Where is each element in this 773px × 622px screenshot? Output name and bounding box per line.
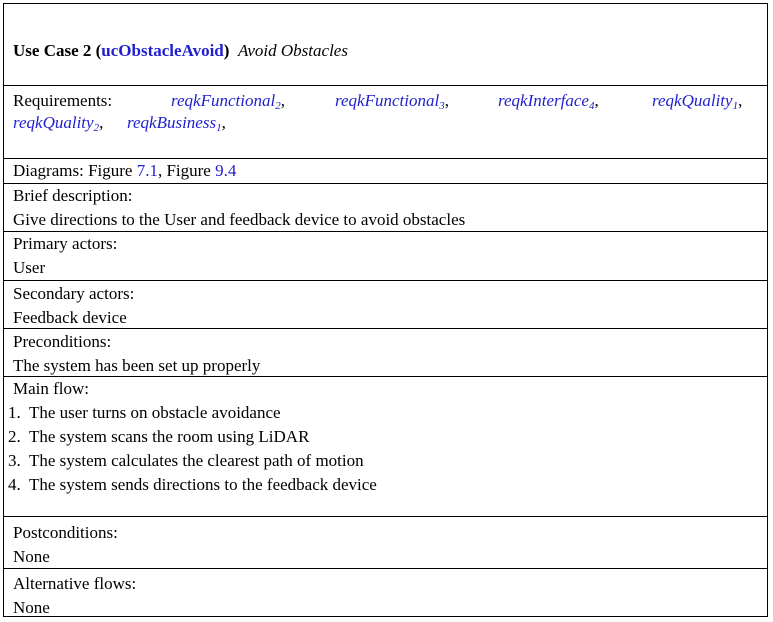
main-flow-step: 1. The user turns on obstacle avoidance (8, 403, 281, 422)
secondary-text: Feedback device (13, 308, 127, 327)
main-flow-row (4, 377, 767, 517)
postconditions-text: None (13, 547, 50, 566)
requirement-link[interactable]: reqkBusiness$_1$, (127, 113, 226, 134)
diagrams-label: Diagrams: Figure (13, 161, 137, 180)
primary-text: User (13, 258, 46, 277)
requirements-label: Requirements: (13, 91, 113, 110)
use-case-table (3, 3, 768, 617)
use-case-title (13, 41, 348, 61)
main-flow-label: Main flow: (13, 379, 90, 398)
preconditions-row (4, 329, 767, 377)
figure-link[interactable]: 7.1 (136, 161, 158, 180)
requirement-link[interactable]: reqkQuality$_2$, (13, 113, 104, 134)
secondary-actors-row (4, 281, 767, 329)
main-flow-step: 4. The system sends directions to the feedback device (8, 475, 377, 494)
diagrams-row (4, 159, 767, 184)
brief-text: Give directions to the User and feedback device to avoid obstacles (13, 210, 466, 229)
figure-link[interactable]: 9.4 (215, 161, 237, 180)
main-flow-step: 3. The system calculates the clearest path of motion (8, 451, 364, 470)
requirement-link[interactable]: reqkFunctional$_2$, (171, 91, 285, 112)
diagrams-between: , Figure (157, 161, 216, 180)
secondary-label: Secondary actors: (13, 284, 135, 303)
title-row (4, 4, 767, 86)
main-flow-step: 2. The system scans the room using LiDAR (8, 427, 310, 446)
primary-label: Primary actors: (13, 234, 118, 253)
use-case-name: Avoid Obstacles (237, 41, 348, 60)
postconditions-row (4, 517, 767, 569)
primary-actors-row (4, 232, 767, 281)
postconditions-label: Postconditions: (13, 523, 118, 542)
brief-label: Brief description: (13, 186, 133, 205)
use-case-id[interactable]: ucObstacleAvoid (101, 41, 224, 60)
brief-description-row (4, 184, 767, 232)
alternative-text: None (13, 598, 50, 617)
title-suffix: ) (223, 41, 230, 60)
diagrams-line (13, 161, 236, 181)
title-prefix: Use Case 2 ( (13, 41, 102, 60)
alternative-flows-row (4, 569, 767, 616)
requirement-link[interactable]: reqkFunctional$_3$, (335, 91, 449, 112)
preconditions-label: Preconditions: (13, 332, 112, 351)
alternative-label: Alternative flows: (13, 574, 137, 593)
preconditions-text: The system has been set up properly (13, 356, 261, 375)
requirements-row (4, 86, 767, 159)
requirement-link[interactable]: reqkInterface$_4$, (498, 91, 599, 112)
requirement-link[interactable]: reqkQuality$_1$, (652, 91, 743, 112)
